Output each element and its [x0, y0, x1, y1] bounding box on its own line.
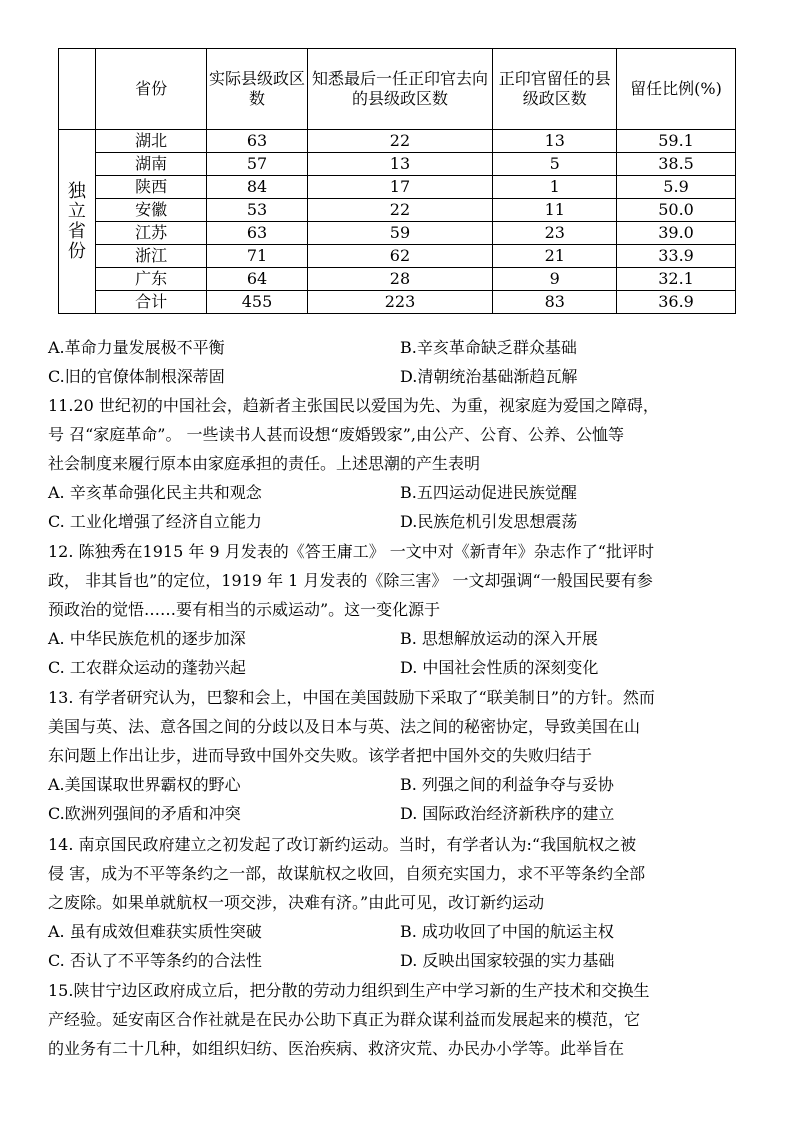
question-13 [48, 683, 758, 828]
question-stem-line: 的业务有二十几种，如组织妇纺、医治疾病、救济灾荒、办民办小学等。此举旨在 [48, 1039, 625, 1058]
question-stem-line: 之废除。如果单就航权一项交涉，决难有济。”由此可见，改订新约运动 [48, 893, 545, 912]
cell-province: 湖南 [95, 153, 207, 176]
cell-ratio: 5.9 [617, 176, 736, 199]
option-d[interactable]: D.民族危机引发思想震荡 [400, 512, 578, 531]
cell-retained: 5 [493, 153, 617, 176]
question-stem-line: 社会制度来履行原本由家庭承担的责任。上述思潮的产生表明 [48, 454, 481, 473]
group-char: 份 [67, 240, 86, 262]
cell-actual: 63 [207, 222, 307, 245]
cell-ratio: 38.5 [617, 153, 736, 176]
cell-retained: 11 [493, 199, 617, 222]
header-province: 省份 [95, 49, 207, 130]
cell-actual: 455 [207, 291, 307, 314]
option-b[interactable]: B. 思想解放运动的深入开展 [400, 629, 598, 648]
cell-actual: 84 [207, 176, 307, 199]
table-row [59, 130, 736, 153]
header-group-cell [59, 49, 96, 130]
cell-known: 59 [307, 222, 493, 245]
cell-province: 合计 [95, 291, 207, 314]
cell-ratio: 32.1 [617, 268, 736, 291]
cell-actual: 63 [207, 130, 307, 153]
county-officials-table [58, 48, 736, 314]
option-d[interactable]: D. 中国社会性质的深刻变化 [400, 658, 599, 677]
header-known-count: 知悉最后一任正印官去向的县级政区数 [307, 49, 493, 130]
cell-actual: 71 [207, 245, 307, 268]
cell-province: 安徽 [95, 199, 207, 222]
cell-retained: 1 [493, 176, 617, 199]
table-row [59, 176, 736, 199]
question-12 [48, 537, 758, 682]
cell-province: 湖北 [95, 130, 207, 153]
question-stem-line: 12. 陈独秀在1915 年 9 月发表的《答王庸工》 一文中对《新青年》杂志作了“批评时 [48, 542, 654, 561]
cell-actual: 57 [207, 153, 307, 176]
option-c[interactable]: C. 工业化增强了经济自立能力 [48, 512, 262, 531]
option-d[interactable]: D. 反映出国家较强的实力基础 [400, 951, 615, 970]
cell-known: 22 [307, 199, 493, 222]
header-retained-count: 正印官留任的县级政区数 [493, 49, 617, 130]
option-a[interactable]: A. 中华民族危机的逐步加深 [48, 629, 246, 648]
table-row [59, 153, 736, 176]
option-b[interactable]: B. 成功收回了中国的航运主权 [400, 922, 614, 941]
question-stem-line: 13. 有学者研究认为，巴黎和会上，中国在美国鼓励下采取了“联美制日”的方针。然而 [48, 688, 655, 707]
option-b[interactable]: B. 列强之间的利益争夺与妥协 [400, 775, 614, 794]
cell-province: 陕西 [95, 176, 207, 199]
cell-known: 62 [307, 245, 493, 268]
option-a[interactable]: A. 虽有成效但难获实质性突破 [48, 922, 262, 941]
question-11 [48, 391, 758, 536]
option-d[interactable]: D. 国际政治经济新秩序的建立 [400, 804, 615, 823]
option-c[interactable]: C.欧洲列强间的矛盾和冲突 [48, 804, 241, 823]
question-stem-line: 14. 南京国民政府建立之初发起了改订新约运动。当时，有学者认为:“我国航权之被 [48, 835, 637, 854]
question-15 [48, 976, 758, 1063]
group-label-independent-provinces [59, 130, 96, 314]
table-total-row [59, 291, 736, 314]
group-char: 独 [67, 180, 86, 202]
group-char: 立 [67, 200, 86, 222]
cell-retained: 9 [493, 268, 617, 291]
cell-province: 广东 [95, 268, 207, 291]
option-b[interactable]: B.五四运动促进民族觉醒 [400, 483, 577, 502]
question-stem-line: 侵 害，成为不平等条约之一部，故谋航权之收回，自须充实国力，求不平等条约全部 [48, 864, 646, 883]
option-b[interactable]: B.辛亥革命缺乏群众基础 [400, 338, 577, 357]
question-stem-line: 产经验。延安南区合作社就是在民办公助下真正为群众谋利益而发展起来的模范，它 [48, 1010, 641, 1029]
cell-province: 江苏 [95, 222, 207, 245]
cell-ratio: 39.0 [617, 222, 736, 245]
table-row [59, 245, 736, 268]
question-stem-line: 政， 非其旨也”的定位，1919 年 1 月发表的《除三害》 一文却强调“一般国民要有参 [48, 571, 653, 590]
cell-ratio: 50.0 [617, 199, 736, 222]
question-stem-line: 美国与英、法、意各国之间的分歧以及日本与英、法之间的秘密协定，导致美国在山 [48, 717, 641, 736]
cell-ratio: 36.9 [617, 291, 736, 314]
question-14 [48, 830, 758, 975]
cell-known: 223 [307, 291, 493, 314]
table-row [59, 222, 736, 245]
question-stem-line: 预政治的觉悟……要有相当的示威运动”。这一变化源于 [48, 600, 441, 619]
question-stem-line: 15.陕甘宁边区政府成立后，把分散的劳动力组织到生产中学习新的生产技术和交换生 [48, 981, 650, 1000]
cell-retained: 21 [493, 245, 617, 268]
option-d[interactable]: D.清朝统治基础渐趋瓦解 [400, 367, 578, 386]
cell-retained: 13 [493, 130, 617, 153]
header-actual-count: 实际县级政区数 [207, 49, 307, 130]
question-10-options [48, 333, 758, 391]
option-a[interactable]: A.革命力量发展极不平衡 [48, 338, 225, 357]
cell-actual: 64 [207, 268, 307, 291]
cell-known: 28 [307, 268, 493, 291]
cell-ratio: 59.1 [617, 130, 736, 153]
question-stem-line: 东问题上作出让步，进而导致中国外交失败。该学者把中国外交的失败归结于 [48, 746, 593, 765]
cell-retained: 83 [493, 291, 617, 314]
option-c[interactable]: C. 否认了不平等条约的合法性 [48, 951, 262, 970]
question-stem-line: 号 召“家庭革命”。 一些读书人甚而设想“废婚毁家”,由公产、公育、公养、公恤等 [48, 425, 624, 444]
cell-retained: 23 [493, 222, 617, 245]
group-char: 省 [67, 220, 86, 242]
cell-actual: 53 [207, 199, 307, 222]
option-c[interactable]: C.旧的官僚体制根深蒂固 [48, 367, 225, 386]
question-stem-line: 11.20 世纪初的中国社会，趋新者主张国民以爱国为先、为重，视家庭为爱国之障碍， [48, 396, 659, 415]
cell-known: 13 [307, 153, 493, 176]
option-a[interactable]: A.美国谋取世界霸权的野心 [48, 775, 241, 794]
cell-province: 浙江 [95, 245, 207, 268]
table-row [59, 199, 736, 222]
option-a[interactable]: A. 辛亥革命强化民主共和观念 [48, 483, 262, 502]
cell-known: 17 [307, 176, 493, 199]
table-header-row [59, 49, 736, 130]
cell-ratio: 33.9 [617, 245, 736, 268]
statistics-table-container [58, 48, 736, 314]
cell-known: 22 [307, 130, 493, 153]
table-row [59, 268, 736, 291]
option-c[interactable]: C. 工农群众运动的蓬勃兴起 [48, 658, 246, 677]
header-retention-ratio: 留任比例(%) [617, 49, 736, 130]
